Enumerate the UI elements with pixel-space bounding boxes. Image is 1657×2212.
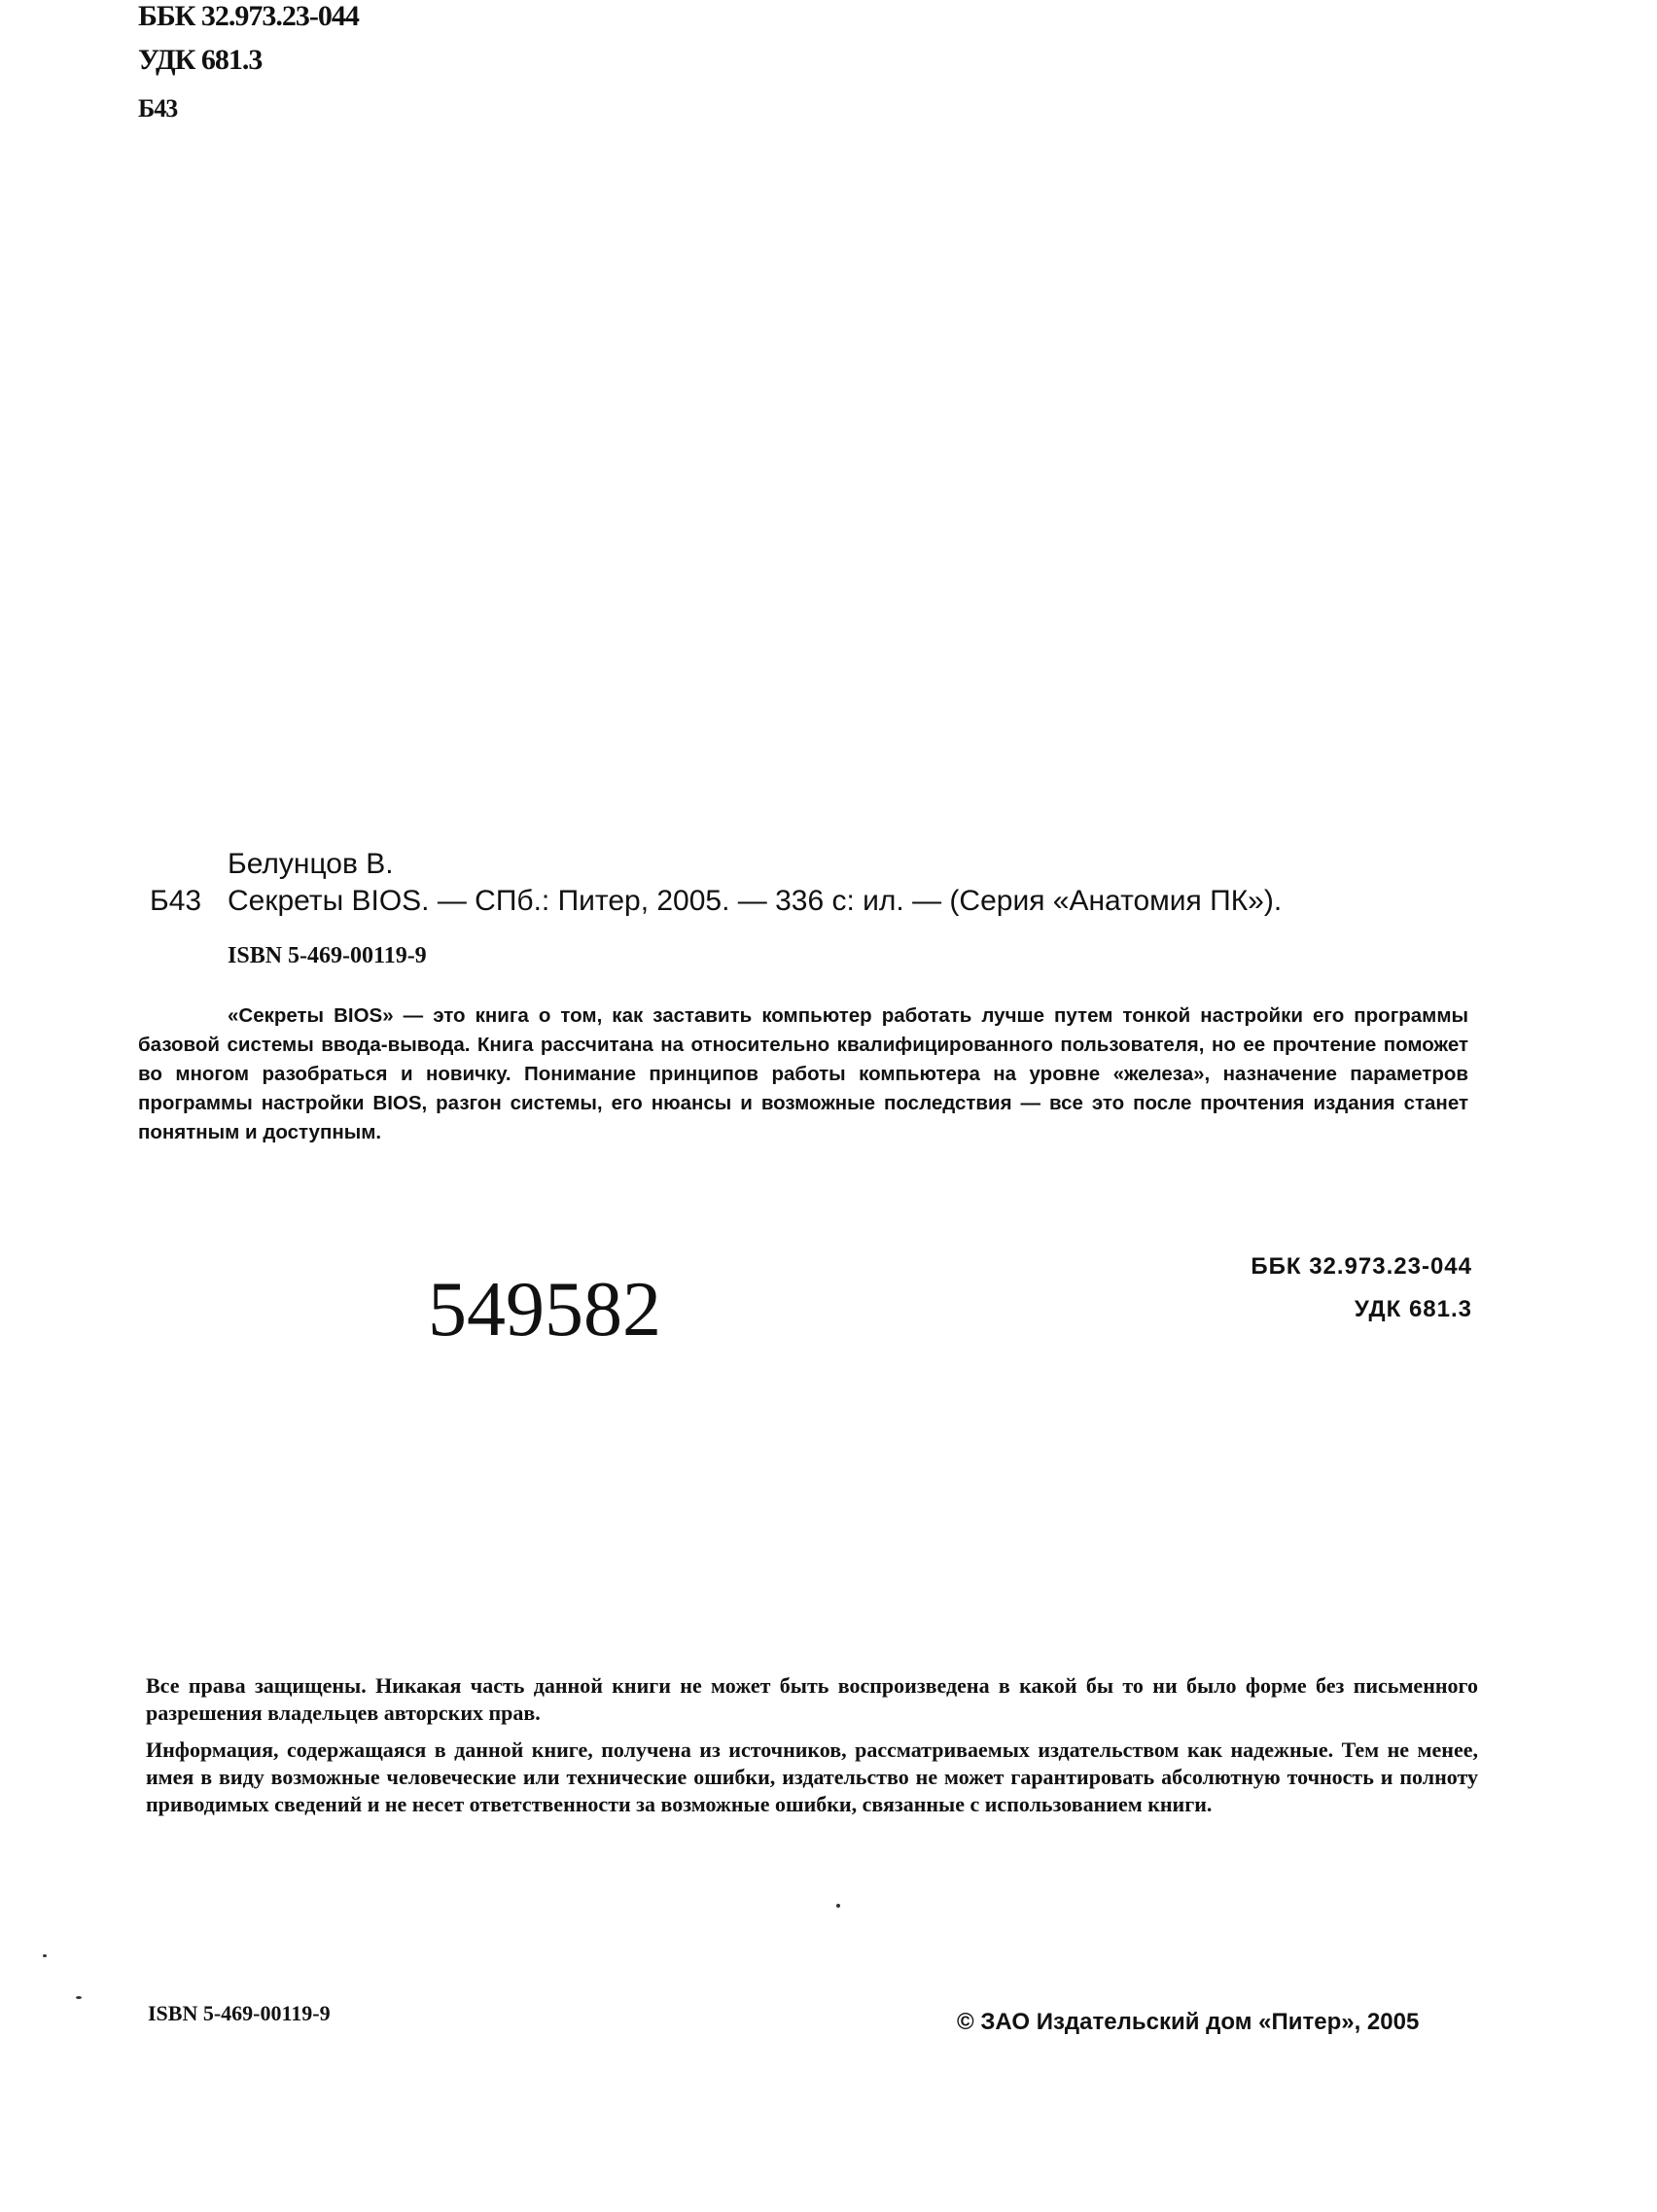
rights-notice [146, 1672, 1478, 1828]
top-author-code: Б43 [138, 94, 178, 123]
top-bbk-code: ББК 32.973.23-044 [138, 0, 359, 32]
catalog-author: Белунцов В. [228, 848, 394, 880]
inventory-number: 549582 [428, 1267, 661, 1352]
scan-speck [836, 1904, 840, 1908]
bottom-bbk-code: ББК 32.973.23-044 [1251, 1253, 1472, 1280]
rights-paragraph: Все права защищены. Никакая часть данной книги не может быть воспроизведена в какой бы то ни было форме без письменного разрешения владельцев авторских прав. [146, 1673, 1478, 1725]
catalog-title-line: Секреты BIOS. — СПб.: Питер, 2005. — 336 с: ил. — (Серия «Анатомия ПК»). [228, 885, 1283, 917]
scan-speck [43, 1954, 47, 1957]
catalog-author-code: Б43 [150, 885, 202, 917]
footer-isbn: ISBN 5-469-00119-9 [148, 2001, 331, 2025]
top-udk-code: УДК 681.3 [138, 44, 263, 76]
catalog-isbn: ISBN 5-469-00119-9 [228, 943, 427, 968]
annotation-paragraph: «Секреты BIOS» — это книга о том, как заставить компьютер работать лучше путем тонкой настройки его программы базовой системы ввода-вывода. Книга рассчитана на относительно квалифицированного пользователя, но ее прочтение поможет во многом разобраться и новичку. Понимание принципов работы компьютера на уровне «железа», назначение параметров программы настройки BIOS, разгон системы, его нюансы и возможные последствия — все это после прочтения издания станет понятным и доступным. [138, 1004, 1468, 1143]
bottom-udk-code: УДК 681.3 [1354, 1296, 1472, 1322]
classification-block [1251, 1246, 1472, 1331]
footer-copyright: © ЗАО Издательский дом «Питер», 2005 [957, 2009, 1420, 2035]
disclaimer-paragraph: Информация, содержащаяся в данной книге, получена из источников, рассматриваемых издательством как надежные. Тем не менее, имея в виду возможные человеческие или технические ошибки, издательство не может гарантировать абсолютную точность и полноту приводимых сведений и не несет ответственности за возможные ошибки, связанные с использованием книги. [146, 1738, 1478, 1816]
scan-speck [76, 1996, 82, 1999]
